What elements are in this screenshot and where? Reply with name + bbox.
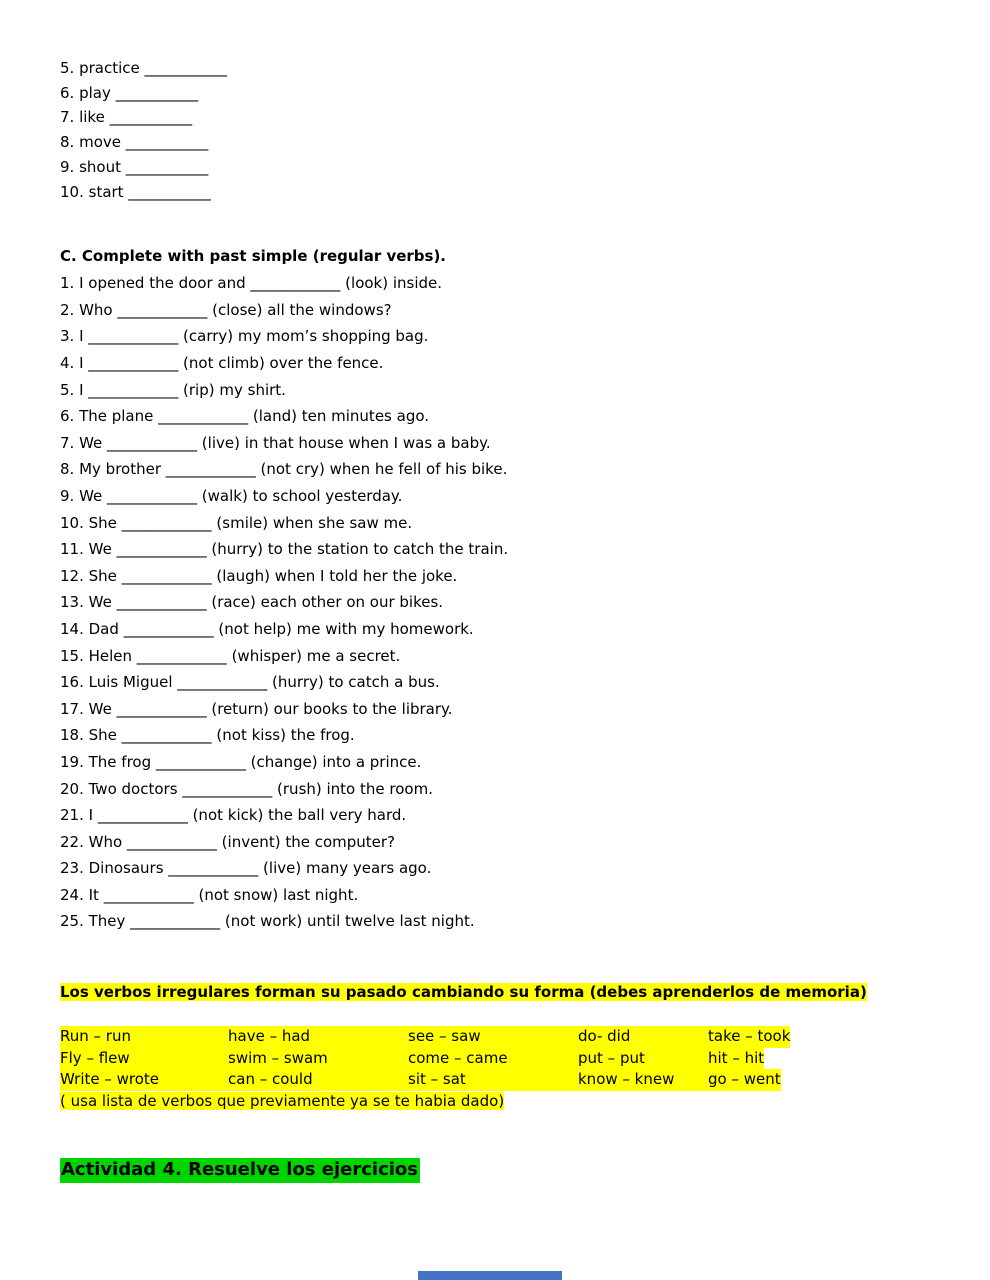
list-item: 7. like ___________	[60, 108, 193, 127]
verb-pair: see – saw	[408, 1027, 481, 1046]
exercise-item: 4. I ____________ (not climb) over the fence.	[60, 354, 384, 372]
exercise-item: 12. She ____________ (laugh) when I told her the joke.	[60, 566, 458, 585]
irregular-verb-row	[60, 1026, 930, 1048]
exercise-item: 7. We ____________ (live) in that house when I was a baby.	[60, 433, 491, 452]
exercise-item: 3. I ____________ (carry) my mom’s shopping bag.	[60, 327, 429, 346]
irregular-verb-row-highlight	[60, 1048, 764, 1070]
exercise-item: 20. Two doctors ____________ (rush) into the room.	[60, 779, 433, 798]
verb-pair: Run – run	[60, 1027, 131, 1046]
verb-pair: hit – hit	[708, 1048, 765, 1067]
exercise-item: 1. I opened the door and ____________ (look) inside.	[60, 274, 443, 293]
exercise-item: 8. My brother ____________ (not cry) when he fell of his bike.	[60, 460, 508, 479]
exercise-item: 16. Luis Miguel ____________ (hurry) to catch a bus.	[60, 673, 440, 692]
verb-list-source-note-text: ( usa lista de verbos que previamente ya se te habia dado)	[60, 1091, 505, 1110]
exercise-item: 15. Helen ____________ (whisper) me a secret.	[60, 646, 401, 665]
verb-pair: can – could	[228, 1070, 313, 1089]
exercise-item: 18. She ____________ (not kiss) the frog.	[60, 726, 355, 745]
list-item: 8. move ___________	[60, 133, 209, 152]
verb-pair: Write – wrote	[60, 1070, 160, 1089]
verb-pair: go – went	[708, 1070, 781, 1089]
verb-pair: know – knew	[578, 1070, 675, 1089]
section-c-heading: C. Complete with past simple (regular verbs).	[60, 247, 447, 266]
verb-pair: sit – sat	[408, 1070, 466, 1089]
exercise-item: 14. Dad ____________ (not help) me with my homework.	[60, 619, 474, 638]
exercise-item: 9. We ____________ (walk) to school yesterday.	[60, 486, 403, 505]
list-item: 5. practice ___________	[60, 59, 227, 77]
exercise-item: 10. She ____________ (smile) when she saw me.	[60, 513, 413, 532]
exercise-item: 6. The plane ____________ (land) ten minutes ago.	[60, 407, 430, 426]
verb-pair: have – had	[228, 1027, 311, 1046]
verb-pair: swim – swam	[228, 1048, 328, 1067]
section-c-exercise-list	[60, 270, 930, 935]
exercise-item: 2. Who ____________ (close) all the windows?	[60, 300, 392, 319]
list-item: 6. play ___________	[60, 83, 199, 102]
exercise-item: 17. We ____________ (return) our books to the library.	[60, 699, 453, 718]
list-item: 10. start ___________	[60, 182, 211, 201]
exercise-item: 19. The frog ____________ (change) into a prince.	[60, 752, 422, 771]
verb-list-continued	[60, 56, 930, 204]
verb-pair: come – came	[408, 1048, 508, 1067]
exercise-item: 23. Dinosaurs ____________ (live) many years ago.	[60, 859, 432, 878]
irregular-verb-row	[60, 1048, 930, 1070]
irregular-verb-row-highlight	[60, 1069, 781, 1091]
list-item: 9. shout ___________	[60, 157, 209, 176]
exercise-item: 5. I ____________ (rip) my shirt.	[60, 380, 286, 399]
exercise-item: 22. Who ____________ (invent) the computer?	[60, 832, 396, 851]
verb-pair: Fly – flew	[60, 1048, 130, 1067]
exercise-item: 24. It ____________ (not snow) last night.	[60, 885, 359, 904]
activity-4-heading-text: Actividad 4. Resuelve los ejercicios	[60, 1158, 420, 1183]
irregular-verb-row-highlight	[60, 1026, 790, 1048]
next-page-element-sliver	[418, 1271, 562, 1280]
exercise-item: 11. We ____________ (hurry) to the station to catch the train.	[60, 540, 509, 559]
verb-pair: put – put	[578, 1048, 645, 1067]
irregular-verbs-note-text: Los verbos irregulares forman su pasado cambiando su forma (debes aprenderlos de memoria)	[60, 983, 867, 1002]
exercise-item: 25. They ____________ (not work) until twelve last night.	[60, 912, 475, 931]
verb-list-source-note	[60, 1091, 930, 1113]
exercise-item: 13. We ____________ (race) each other on our bikes.	[60, 593, 444, 612]
verb-pair: do- did	[578, 1027, 631, 1046]
activity-4-heading	[60, 1157, 930, 1183]
irregular-verb-row	[60, 1069, 930, 1091]
exercise-item: 21. I ____________ (not kick) the ball very hard.	[60, 806, 407, 825]
irregular-verbs-table	[60, 1026, 930, 1091]
verb-pair: take – took	[708, 1027, 791, 1046]
irregular-verbs-note	[60, 982, 912, 1003]
